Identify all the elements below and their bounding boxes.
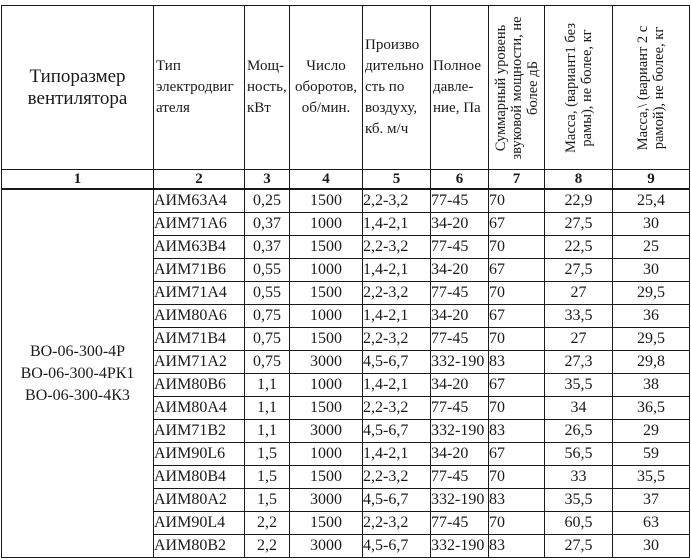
rpm-cell: 1500 xyxy=(290,512,363,535)
noise-cell: 70 xyxy=(489,466,545,489)
table-row xyxy=(2,189,690,213)
airflow-cell: 1,4-2,1 xyxy=(363,374,431,397)
airflow-cell: 2,2-3,2 xyxy=(363,282,431,305)
noise-cell: 67 xyxy=(489,443,545,466)
rpm-cell: 1500 xyxy=(290,236,363,259)
mass-variant1-cell: 27 xyxy=(545,328,613,351)
airflow-cell: 2,2-3,2 xyxy=(363,328,431,351)
power-cell: 2,2 xyxy=(245,512,290,535)
power-cell: 1,5 xyxy=(245,489,290,512)
pressure-cell: 332-190 xyxy=(431,420,489,443)
mass-variant1-cell: 33 xyxy=(545,466,613,489)
power-cell: 0,25 xyxy=(245,189,290,213)
mass-variant1-cell: 27 xyxy=(545,282,613,305)
noise-cell: 67 xyxy=(489,213,545,236)
airflow-cell: 2,2-3,2 xyxy=(363,189,431,213)
airflow-cell: 2,2-3,2 xyxy=(363,466,431,489)
mass-variant2-cell: 35,5 xyxy=(613,466,690,489)
power-cell: 0,37 xyxy=(245,236,290,259)
motor-type-cell: АИМ63А4 xyxy=(154,189,245,213)
rpm-cell: 1000 xyxy=(290,443,363,466)
mass-variant2-cell: 38 xyxy=(613,374,690,397)
airflow-cell: 1,4-2,1 xyxy=(363,259,431,282)
noise-cell: 83 xyxy=(489,351,545,374)
header-noise-text: Суммарный уровень звуковой мощности, не более дБ xyxy=(492,15,541,160)
pressure-cell: 34-20 xyxy=(431,213,489,236)
mass-variant2-cell: 36 xyxy=(613,305,690,328)
mass-variant1-cell: 35,5 xyxy=(545,489,613,512)
pressure-cell: 77-45 xyxy=(431,512,489,535)
motor-type-cell: АИМ80В2 xyxy=(154,535,245,558)
mass-variant2-cell: 29 xyxy=(613,420,690,443)
power-cell: 0,75 xyxy=(245,305,290,328)
airflow-cell: 1,4-2,1 xyxy=(363,305,431,328)
airflow-cell: 4,5-6,7 xyxy=(363,489,431,512)
motor-type-cell: АИМ71А6 xyxy=(154,213,245,236)
column-number: 6 xyxy=(431,170,489,190)
rpm-cell: 1000 xyxy=(290,259,363,282)
motor-type-cell: АИМ80А6 xyxy=(154,305,245,328)
rpm-cell: 1500 xyxy=(290,282,363,305)
mass-variant1-cell: 33,5 xyxy=(545,305,613,328)
header-rpm xyxy=(290,6,363,170)
mass-variant2-cell: 59 xyxy=(613,443,690,466)
noise-cell: 67 xyxy=(489,305,545,328)
column-number: 8 xyxy=(545,170,613,190)
header-pressure-text: Полное давле- ние, Па xyxy=(433,58,481,116)
column-number: 1 xyxy=(2,170,154,190)
rpm-cell: 3000 xyxy=(290,489,363,512)
mass-variant1-cell: 22,5 xyxy=(545,236,613,259)
motor-type-cell: АИМ80В6 xyxy=(154,374,245,397)
pressure-cell: 332-190 xyxy=(431,535,489,558)
header-mass-variant2 xyxy=(613,6,690,170)
airflow-cell: 1,4-2,1 xyxy=(363,443,431,466)
header-motor-type xyxy=(154,6,245,170)
power-cell: 1,1 xyxy=(245,397,290,420)
header-power-text: Мощ- ность, кВт xyxy=(247,58,287,116)
mass-variant2-cell: 29,5 xyxy=(613,328,690,351)
mass-variant1-cell: 27,5 xyxy=(545,259,613,282)
column-number: 5 xyxy=(363,170,431,190)
pressure-cell: 34-20 xyxy=(431,259,489,282)
mass-variant2-cell: 25,4 xyxy=(613,189,690,213)
rpm-cell: 1500 xyxy=(290,328,363,351)
fan-model: ВО-06-300-4РК1 xyxy=(20,364,135,382)
mass-variant1-cell: 34 xyxy=(545,397,613,420)
pressure-cell: 77-45 xyxy=(431,282,489,305)
fan-spec-table xyxy=(1,5,690,558)
column-number: 9 xyxy=(613,170,690,190)
rpm-cell: 1500 xyxy=(290,189,363,213)
power-cell: 1,1 xyxy=(245,374,290,397)
rpm-cell: 1500 xyxy=(290,397,363,420)
motor-type-cell: АИМ80В4 xyxy=(154,466,245,489)
rpm-cell: 1000 xyxy=(290,374,363,397)
mass-variant1-cell: 27,5 xyxy=(545,535,613,558)
column-number: 7 xyxy=(489,170,545,190)
power-cell: 1,5 xyxy=(245,466,290,489)
noise-cell: 67 xyxy=(489,374,545,397)
airflow-cell: 4,5-6,7 xyxy=(363,420,431,443)
airflow-cell: 2,2-3,2 xyxy=(363,512,431,535)
motor-type-cell: АИМ71В6 xyxy=(154,259,245,282)
mass-variant2-cell: 30 xyxy=(613,259,690,282)
motor-type-cell: АИМ80А4 xyxy=(154,397,245,420)
airflow-cell: 4,5-6,7 xyxy=(363,535,431,558)
rpm-cell: 1500 xyxy=(290,466,363,489)
rpm-cell: 3000 xyxy=(290,420,363,443)
mass-variant1-cell: 27,5 xyxy=(545,213,613,236)
pressure-cell: 34-20 xyxy=(431,305,489,328)
column-number: 2 xyxy=(154,170,245,190)
header-motor-type-text: Тип электродвиг ателя xyxy=(156,58,234,116)
pressure-cell: 77-45 xyxy=(431,189,489,213)
rpm-cell: 1000 xyxy=(290,213,363,236)
column-number: 3 xyxy=(245,170,290,190)
fan-model: ВО-06-300-4Р xyxy=(29,342,126,360)
mass-variant2-cell: 37 xyxy=(613,489,690,512)
table-body xyxy=(2,189,690,558)
rpm-cell: 3000 xyxy=(290,351,363,374)
power-cell: 0,37 xyxy=(245,213,290,236)
pressure-cell: 34-20 xyxy=(431,374,489,397)
header-airflow-text: Произво дительно сть по воздуху, кб. м/ч xyxy=(365,37,424,137)
airflow-cell: 2,2-3,2 xyxy=(363,397,431,420)
power-cell: 0,75 xyxy=(245,351,290,374)
motor-type-cell: АИМ80А2 xyxy=(154,489,245,512)
header-power xyxy=(245,6,290,170)
power-cell: 1,5 xyxy=(245,443,290,466)
pressure-cell: 332-190 xyxy=(431,351,489,374)
mass-variant2-cell: 36,5 xyxy=(613,397,690,420)
mass-variant1-cell: 26,5 xyxy=(545,420,613,443)
mass-variant2-cell: 25 xyxy=(613,236,690,259)
noise-cell: 70 xyxy=(489,328,545,351)
pressure-cell: 77-45 xyxy=(431,466,489,489)
header-row xyxy=(2,6,690,170)
rpm-cell: 3000 xyxy=(290,535,363,558)
power-cell: 1,1 xyxy=(245,420,290,443)
mass-variant2-cell: 29,8 xyxy=(613,351,690,374)
motor-type-cell: АИМ90L4 xyxy=(154,512,245,535)
mass-variant1-cell: 22,9 xyxy=(545,189,613,213)
power-cell: 2,2 xyxy=(245,535,290,558)
power-cell: 0,55 xyxy=(245,259,290,282)
header-mass-variant1 xyxy=(545,6,613,170)
pressure-cell: 77-45 xyxy=(431,397,489,420)
fan-model-cell xyxy=(2,189,154,558)
motor-type-cell: АИМ71А2 xyxy=(154,351,245,374)
mass-variant1-cell: 35,5 xyxy=(545,374,613,397)
mass-variant2-cell: 63 xyxy=(613,512,690,535)
rpm-cell: 1000 xyxy=(290,305,363,328)
noise-cell: 83 xyxy=(489,489,545,512)
motor-type-cell: АИМ90L6 xyxy=(154,443,245,466)
header-airflow xyxy=(363,6,431,170)
mass-variant2-cell: 29,5 xyxy=(613,282,690,305)
noise-cell: 70 xyxy=(489,512,545,535)
column-number-row xyxy=(2,170,690,190)
pressure-cell: 77-45 xyxy=(431,328,489,351)
airflow-cell: 1,4-2,1 xyxy=(363,213,431,236)
mass-variant1-cell: 27,3 xyxy=(545,351,613,374)
column-number: 4 xyxy=(290,170,363,190)
airflow-cell: 4,5-6,7 xyxy=(363,351,431,374)
noise-cell: 83 xyxy=(489,535,545,558)
airflow-cell: 2,2-3,2 xyxy=(363,236,431,259)
header-fan-size-text: Типоразмер вентилятора xyxy=(27,65,128,109)
motor-type-cell: АИМ63В4 xyxy=(154,236,245,259)
mass-variant2-cell: 30 xyxy=(613,535,690,558)
pressure-cell: 34-20 xyxy=(431,443,489,466)
header-pressure xyxy=(431,6,489,170)
motor-type-cell: АИМ71В2 xyxy=(154,420,245,443)
pressure-cell: 332-190 xyxy=(431,489,489,512)
fan-model: ВО-06-300-4К3 xyxy=(25,386,130,404)
power-cell: 0,55 xyxy=(245,282,290,305)
mass-variant2-cell: 30 xyxy=(613,213,690,236)
mass-variant1-cell: 56,5 xyxy=(545,443,613,466)
noise-cell: 83 xyxy=(489,420,545,443)
noise-cell: 70 xyxy=(489,397,545,420)
noise-cell: 70 xyxy=(489,189,545,213)
header-mass-variant2-text: Масса,\ (вариант 2 с рамой), не более, кг xyxy=(635,25,667,150)
motor-type-cell: АИМ71А4 xyxy=(154,282,245,305)
mass-variant1-cell: 60,5 xyxy=(545,512,613,535)
header-fan-size xyxy=(2,6,154,170)
noise-cell: 67 xyxy=(489,259,545,282)
power-cell: 0,75 xyxy=(245,328,290,351)
pressure-cell: 77-45 xyxy=(431,236,489,259)
noise-cell: 70 xyxy=(489,236,545,259)
header-mass-variant1-text: Масса, (вариант1 без рамы), не более, кг xyxy=(562,22,595,153)
header-rpm-text: Число оборотов, об/мин. xyxy=(294,58,358,116)
motor-type-cell: АИМ71В4 xyxy=(154,328,245,351)
noise-cell: 70 xyxy=(489,282,545,305)
header-noise xyxy=(489,6,545,170)
